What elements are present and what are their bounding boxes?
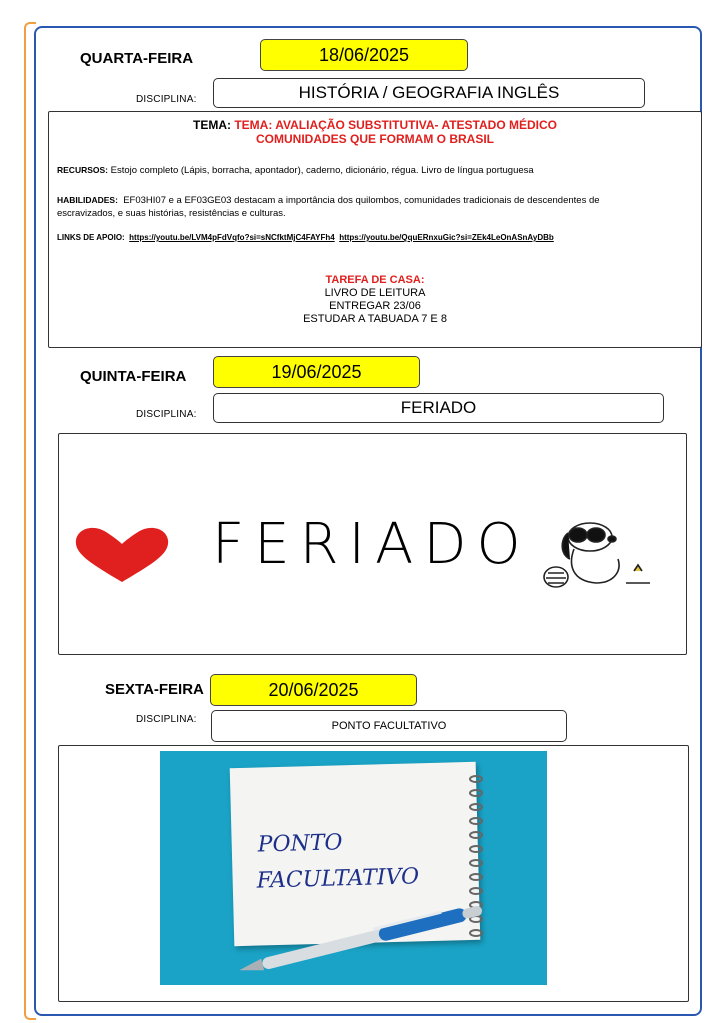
recursos-text: [57, 164, 697, 177]
ponto-image-text-2: FACULTATIVO: [256, 864, 420, 894]
tema-block: [49, 118, 701, 146]
weekday-quinta: QUINTA-FEIRA: [80, 368, 187, 385]
recursos-label: RECURSOS:: [57, 165, 109, 175]
links-row: [57, 233, 697, 242]
disciplina-box: HISTÓRIA / GEOGRAFIA INGLÊS: [213, 78, 645, 108]
date-quarta: 18/06/2025: [260, 39, 468, 71]
weekday-quarta: QUARTA-FEIRA: [80, 50, 194, 67]
habilidades-text: [57, 194, 609, 220]
pen-icon: [230, 901, 500, 981]
heart-icon: [72, 524, 172, 584]
ponto-image-text-1: PONTO: [257, 830, 343, 858]
tarefa-line: ESTUDAR A TABUADA 7 E 8: [303, 313, 447, 325]
support-link-1[interactable]: https://youtu.be/LVM4pFdVqfo?si=sNCfktMjC4FAYFh4: [129, 233, 335, 242]
tema-line1: TEMA: AVALIAÇÃO SUBSTITUTIVA- ATESTADO MÉDICO: [234, 118, 557, 132]
tarefa-title: TAREFA DE CASA:: [325, 274, 425, 286]
disciplina-label: DISCIPLINA:: [136, 94, 197, 105]
disciplina-label: DISCIPLINA:: [136, 409, 197, 420]
links-label: LINKS DE APOIO:: [57, 233, 125, 242]
snoopy-icon: [538, 515, 658, 590]
support-link-2[interactable]: https://youtu.be/QquERnxuGic?si=ZEk4LeOnASnAyDBb: [339, 233, 554, 242]
recursos-value: Estojo completo (Lápis, borracha, apontador), caderno, dicionário, régua. Livro de língua portuguesa: [110, 165, 534, 176]
ponto-facultativo-image: [160, 751, 547, 985]
tarefa-line: ENTREGAR 23/06: [329, 300, 421, 312]
lesson-panel: [48, 111, 702, 348]
habilidades-label: HABILIDADES:: [57, 195, 118, 205]
feriado-image-text: FERIADO: [212, 512, 531, 577]
weekday-sexta: SEXTA-FEIRA: [105, 681, 204, 698]
tarefa-block: [49, 274, 701, 326]
feriado-image: [72, 466, 531, 634]
tema-line2: COMUNIDADES QUE FORMAM O BRASIL: [256, 132, 494, 146]
date-quinta: 19/06/2025: [213, 356, 420, 388]
disciplina-label: DISCIPLINA:: [136, 714, 197, 725]
disciplina-box: PONTO FACULTATIVO: [211, 710, 567, 742]
disciplina-box: FERIADO: [213, 393, 664, 423]
habilidades-value: EF03HI07 e a EF03GE03 destacam a importância dos quilombos, comunidades tradicionais de descendentes de escravizados, e suas histórias, resistências e culturas.: [57, 195, 600, 219]
tema-label: TEMA:: [193, 118, 231, 132]
tarefa-line: LIVRO DE LEITURA: [324, 287, 426, 299]
date-sexta: 20/06/2025: [210, 674, 417, 706]
